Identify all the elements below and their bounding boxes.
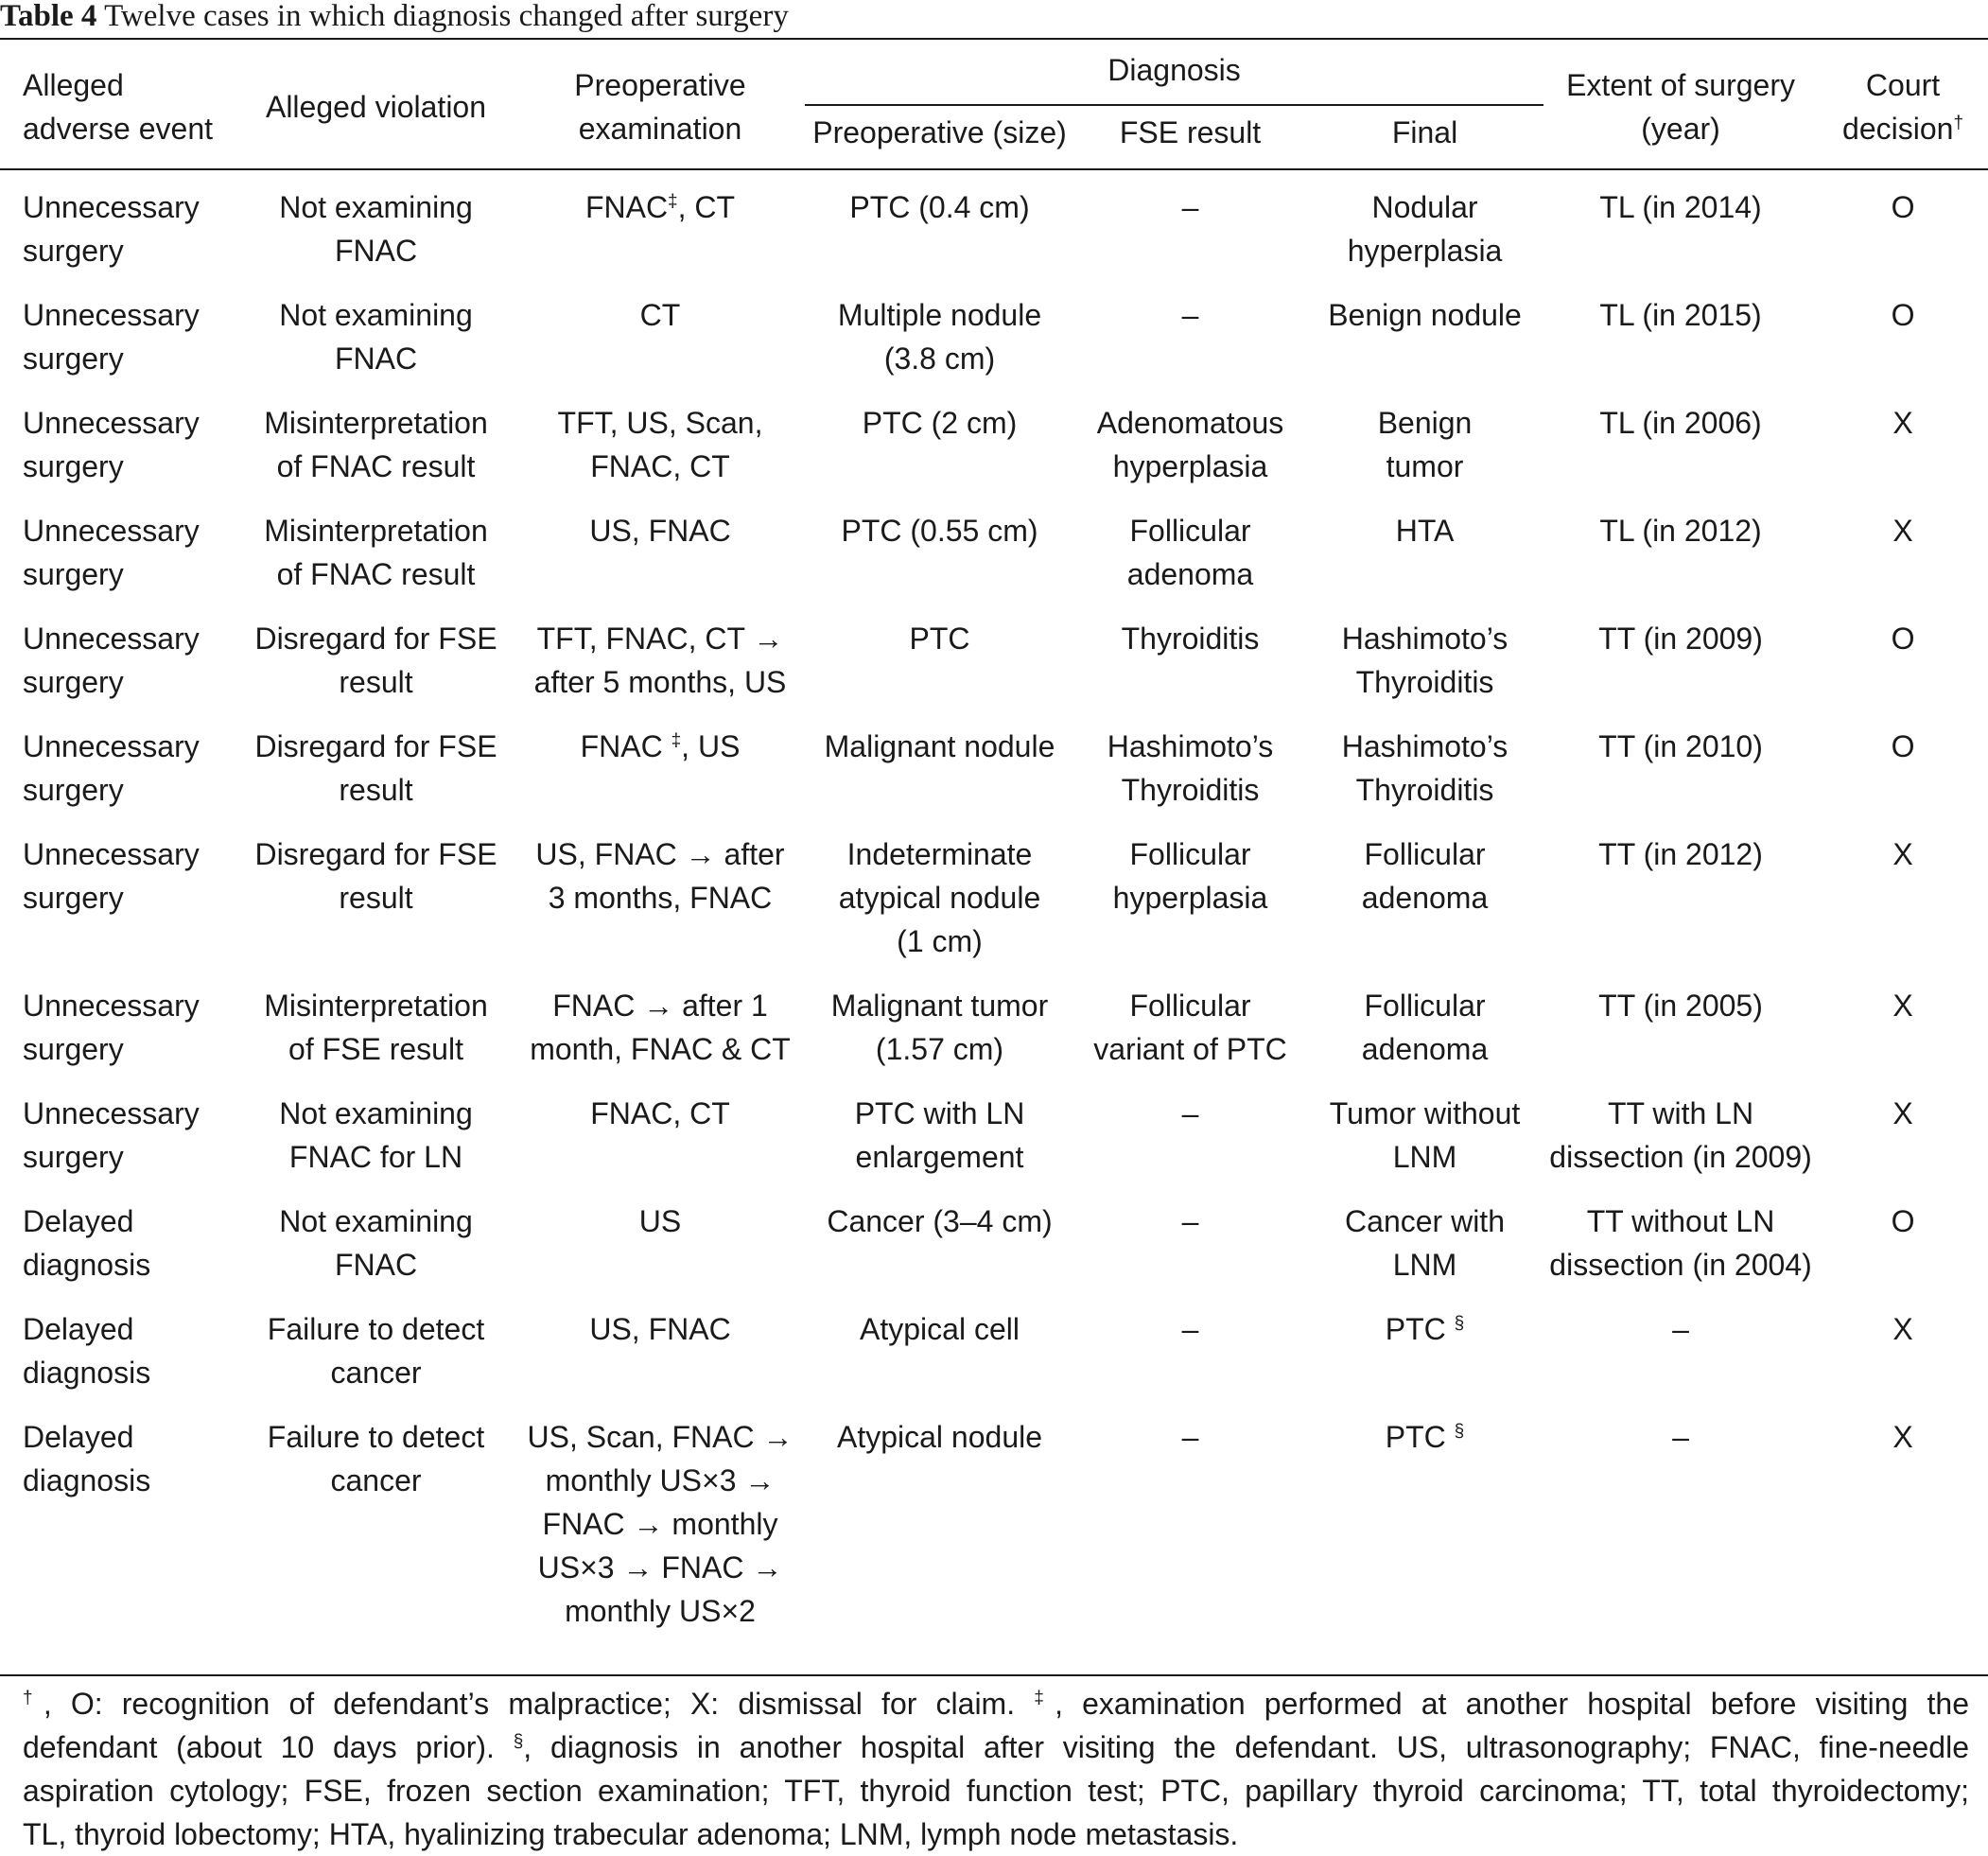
court-decision-cell: [1818, 185, 1988, 293]
cell-text: tumor: [1386, 449, 1464, 483]
court-decision-cell: [1818, 984, 1988, 1092]
cell-text: X: [1892, 514, 1913, 548]
cell-text: (3.8 cm): [883, 341, 996, 376]
fse-result-cell: [1074, 293, 1306, 401]
header-exam: Preoperative examination: [574, 68, 746, 146]
court-decision-cell: [1818, 1199, 1988, 1307]
cell-text: , CT: [677, 190, 736, 224]
fse-result-cell: [1074, 1307, 1306, 1415]
preop-diagnosis-cell: [805, 185, 1074, 293]
violation-cell: [236, 725, 515, 832]
cell-text: O: [1891, 190, 1915, 224]
violation-cell: [236, 185, 515, 293]
cell-text: TT without LN: [1586, 1204, 1775, 1238]
cell-text: O: [1891, 729, 1915, 763]
preop-diagnosis-cell: [805, 725, 1074, 832]
cell-text: Multiple nodule: [837, 298, 1042, 332]
cell-text: Hashimoto’s: [1341, 622, 1508, 656]
cell-text: variant of PTC: [1093, 1032, 1287, 1066]
cell-text: surgery: [23, 449, 124, 483]
cell-text: Thyroiditis: [1121, 773, 1260, 807]
cell-text: PTC (0.4 cm): [849, 190, 1030, 224]
violation-cell: [236, 984, 515, 1092]
cell-text: (1.57 cm): [875, 1032, 1004, 1066]
cell-text: monthly US×2: [565, 1594, 756, 1628]
table-row: [0, 509, 1988, 617]
header-violation: Alleged violation: [265, 90, 487, 124]
preop-diagnosis-cell: [805, 293, 1074, 401]
cell-text: Adenomatous: [1096, 406, 1284, 440]
extent-cell: [1543, 1199, 1818, 1307]
cell-text: Unnecessary: [23, 622, 200, 656]
cell-text: result: [339, 773, 413, 807]
extent-cell: [1543, 1307, 1818, 1415]
preop-diagnosis-cell: [805, 401, 1074, 509]
violation-cell: [236, 1199, 515, 1307]
fse-result-cell: [1074, 401, 1306, 509]
cell-text: surgery: [23, 1140, 124, 1174]
cell-text: Malignant nodule: [824, 729, 1055, 763]
preop-diagnosis-cell: [805, 1092, 1074, 1199]
exam-cell: [515, 401, 805, 509]
extent-cell: [1543, 1092, 1818, 1199]
cell-text: Unnecessary: [23, 1096, 200, 1130]
final-diagnosis-cell: [1306, 617, 1543, 725]
cell-text: Indeterminate: [846, 837, 1033, 871]
cell-text: dissection (in 2009): [1549, 1140, 1812, 1174]
cell-text: –: [1181, 1204, 1199, 1238]
cell-text: TFT, US, Scan,: [557, 406, 763, 440]
cell-text: PTC (2 cm): [862, 406, 1018, 440]
table-caption: [0, 0, 1988, 32]
cell-text: Nodular: [1371, 190, 1478, 224]
cell-text: –: [1181, 190, 1199, 224]
exam-cell: [515, 832, 805, 984]
final-diagnosis-cell: [1306, 1415, 1543, 1654]
cell-text: , US: [681, 729, 741, 763]
cell-text: O: [1891, 298, 1915, 332]
cell-text: (1 cm): [897, 924, 983, 958]
cell-text: of FNAC result: [276, 557, 476, 591]
table-title: Twelve cases in which diagnosis changed after surgery: [104, 0, 789, 33]
cell-text: –: [1181, 1420, 1199, 1454]
fse-result-cell: [1074, 185, 1306, 293]
fse-result-cell: [1074, 984, 1306, 1092]
cell-text: US×3 → FNAC →: [537, 1550, 783, 1585]
table-footnote: [23, 1682, 1969, 1856]
cell-text: Disregard for FSE: [254, 622, 497, 656]
cell-text: diagnosis: [23, 1463, 151, 1497]
cell-text: FNAC: [580, 729, 671, 763]
cell-text: FNAC: [584, 190, 669, 224]
footnote-line: [23, 1682, 1969, 1725]
cell-text: US, FNAC → after: [535, 837, 785, 871]
cell-text: Not examining: [279, 1096, 473, 1130]
cell-text: Unnecessary: [23, 989, 200, 1023]
cell-text: FNAC: [334, 234, 418, 268]
cell-text: month, FNAC & CT: [530, 1032, 791, 1066]
adverse-event-cell: [0, 984, 236, 1092]
cell-text: surgery: [23, 881, 124, 915]
fse-result-cell: [1074, 1199, 1306, 1307]
fse-result-cell: [1074, 509, 1306, 617]
header-fse-result: FSE result: [1119, 115, 1262, 150]
adverse-event-cell: [0, 832, 236, 984]
header-preop-size: Preoperative (size): [812, 115, 1067, 150]
cell-text: TL (in 2015): [1599, 298, 1762, 332]
cell-text: cancer: [330, 1463, 422, 1497]
cell-text: –: [1672, 1420, 1689, 1454]
cell-text: surgery: [23, 773, 124, 807]
preop-diagnosis-cell: [805, 984, 1074, 1092]
adverse-event-cell: [0, 293, 236, 401]
exam-cell: [515, 725, 805, 832]
cell-text: of FSE result: [288, 1032, 463, 1066]
extent-cell: [1543, 293, 1818, 401]
cell-text: TT (in 2009): [1598, 622, 1763, 656]
exam-cell: [515, 1307, 805, 1415]
cell-text: X: [1892, 406, 1913, 440]
fse-result-cell: [1074, 832, 1306, 984]
footnote-text: aspiration cytology; FSE, frozen section examination; TFT, thyroid function test; PTC, papillary thyroid carcinoma; TT, total thyroidectomy;: [23, 1774, 1969, 1808]
footnote-text: , diagnosis in another hospital after visiting the defendant. US, ultrasonography; FNAC, fine-needle: [523, 1730, 1970, 1764]
exam-cell: [515, 185, 805, 293]
cell-text: –: [1672, 1312, 1689, 1346]
cell-text: Misinterpretation: [264, 406, 488, 440]
adverse-event-cell: [0, 617, 236, 725]
cell-text: FNAC: [334, 1248, 418, 1282]
cell-text: Delayed: [23, 1204, 134, 1238]
cell-text: TT (in 2012): [1598, 837, 1763, 871]
table-row: [0, 1092, 1988, 1199]
final-diagnosis-cell: [1306, 1307, 1543, 1415]
cell-text: X: [1892, 1096, 1913, 1130]
cell-text: US, FNAC: [589, 1312, 731, 1346]
exam-cell: [515, 1092, 805, 1199]
adverse-event-cell: [0, 725, 236, 832]
cell-text: Unnecessary: [23, 190, 200, 224]
cell-text: Not examining: [279, 298, 473, 332]
cell-text: X: [1892, 1420, 1913, 1454]
cell-text: surgery: [23, 341, 124, 376]
court-decision-cell: [1818, 509, 1988, 617]
footnote-line: [23, 1812, 1969, 1856]
cell-text: CT: [639, 298, 681, 332]
cell-text: PTC: [1385, 1312, 1455, 1346]
court-decision-cell: [1818, 725, 1988, 832]
cell-text: Thyroiditis: [1121, 622, 1260, 656]
footnote-marker: §: [513, 1731, 524, 1752]
cell-text: Delayed: [23, 1420, 134, 1454]
cell-text: TT (in 2005): [1598, 989, 1763, 1023]
cell-text: Follicular: [1364, 989, 1486, 1023]
exam-cell: [515, 617, 805, 725]
final-diagnosis-cell: [1306, 1092, 1543, 1199]
table-row: [0, 725, 1988, 832]
cell-text: FNAC, CT: [590, 1096, 730, 1130]
table-row: [0, 401, 1988, 509]
cell-text: adenoma: [1361, 881, 1489, 915]
footnote-text: , examination performed at another hospital before visiting the: [1055, 1687, 1970, 1721]
violation-cell: [236, 401, 515, 509]
violation-cell: [236, 832, 515, 984]
cell-text: Not examining: [279, 1204, 473, 1238]
extent-cell: [1543, 401, 1818, 509]
cell-text: PTC (0.55 cm): [841, 514, 1038, 548]
cell-text: surgery: [23, 557, 124, 591]
cell-text: surgery: [23, 665, 124, 699]
cell-text: LNM: [1392, 1140, 1457, 1174]
cell-text: Cancer (3–4 cm): [827, 1204, 1053, 1238]
footnote-marker: §: [1454, 1421, 1465, 1442]
preop-diagnosis-cell: [805, 1307, 1074, 1415]
cell-text: PTC: [909, 622, 970, 656]
final-diagnosis-cell: [1306, 725, 1543, 832]
table-row: [0, 1307, 1988, 1415]
table-row: [0, 832, 1988, 984]
exam-cell: [515, 1415, 805, 1654]
footnote-line: [23, 1725, 1969, 1769]
table-row: [0, 1415, 1988, 1654]
cell-text: Thyroiditis: [1355, 773, 1494, 807]
adverse-event-cell: [0, 1415, 236, 1654]
cell-text: Benign: [1377, 406, 1473, 440]
court-decision-cell: [1818, 832, 1988, 984]
violation-cell: [236, 293, 515, 401]
cell-text: Delayed: [23, 1312, 134, 1346]
cell-text: Follicular: [1129, 514, 1251, 548]
cell-text: PTC with LN: [854, 1096, 1025, 1130]
cell-text: US: [638, 1204, 682, 1238]
table-row: [0, 617, 1988, 725]
cell-text: 3 months, FNAC: [548, 881, 773, 915]
cell-text: Failure to detect: [267, 1312, 485, 1346]
preop-diagnosis-cell: [805, 1199, 1074, 1307]
cell-text: US, FNAC: [589, 514, 731, 548]
violation-cell: [236, 1415, 515, 1654]
footnote-text: , O: recognition of defendant’s malpractice; X: dismissal for claim.: [43, 1687, 1035, 1721]
footnote-marker: §: [1454, 1313, 1465, 1334]
cell-text: Failure to detect: [267, 1420, 485, 1454]
final-diagnosis-cell: [1306, 1199, 1543, 1307]
fse-result-cell: [1074, 617, 1306, 725]
data-table: [0, 44, 1988, 1654]
cell-text: Unnecessary: [23, 729, 200, 763]
exam-cell: [515, 293, 805, 401]
bottom-rule: [0, 1674, 1988, 1676]
footnote-text: TL, thyroid lobectomy; HTA, hyalinizing trabecular adenoma; LNM, lymph node metastasis.: [23, 1817, 1239, 1851]
cell-text: LNM: [1392, 1248, 1457, 1282]
cell-text: TL (in 2006): [1599, 406, 1762, 440]
exam-cell: [515, 984, 805, 1092]
cell-text: Not examining: [279, 190, 473, 224]
cell-text: FNAC → monthly: [542, 1507, 778, 1541]
cell-text: result: [339, 665, 413, 699]
court-decision-cell: [1818, 293, 1988, 401]
cell-text: Cancer with: [1345, 1204, 1505, 1238]
violation-cell: [236, 1307, 515, 1415]
header-final: Final: [1391, 115, 1458, 150]
preop-diagnosis-cell: [805, 509, 1074, 617]
cell-text: after 5 months, US: [533, 665, 787, 699]
final-diagnosis-cell: [1306, 185, 1543, 293]
cell-text: Follicular: [1364, 837, 1486, 871]
violation-cell: [236, 617, 515, 725]
fse-result-cell: [1074, 725, 1306, 832]
exam-cell: [515, 509, 805, 617]
cell-text: Disregard for FSE: [254, 729, 497, 763]
court-decision-cell: [1818, 1092, 1988, 1199]
cell-text: X: [1892, 989, 1913, 1023]
cell-text: adenoma: [1126, 557, 1254, 591]
cell-text: O: [1891, 1204, 1915, 1238]
cell-text: Hashimoto’s: [1107, 729, 1274, 763]
final-diagnosis-cell: [1306, 984, 1543, 1092]
preop-diagnosis-cell: [805, 832, 1074, 984]
violation-cell: [236, 509, 515, 617]
footnote-text: defendant (about 10 days prior).: [23, 1730, 514, 1764]
final-diagnosis-cell: [1306, 401, 1543, 509]
cell-text: US, Scan, FNAC →: [527, 1420, 793, 1454]
final-diagnosis-cell: [1306, 509, 1543, 617]
extent-cell: [1543, 617, 1818, 725]
cell-text: result: [339, 881, 413, 915]
top-rule: [0, 38, 1988, 40]
cell-text: Misinterpretation: [264, 989, 488, 1023]
table-row: [0, 984, 1988, 1092]
adverse-event-cell: [0, 1307, 236, 1415]
cell-text: Follicular: [1129, 837, 1251, 871]
cell-text: Atypical nodule: [836, 1420, 1043, 1454]
preop-diagnosis-cell: [805, 617, 1074, 725]
preop-diagnosis-cell: [805, 1415, 1074, 1654]
footnote-marker: ‡: [668, 191, 678, 212]
cell-text: diagnosis: [23, 1248, 151, 1282]
table-label: Table 4: [0, 0, 97, 33]
cell-text: –: [1181, 1312, 1199, 1346]
footnote-marker: ‡: [671, 730, 682, 751]
adverse-event-cell: [0, 1199, 236, 1307]
court-decision-cell: [1818, 401, 1988, 509]
cell-text: FNAC, CT: [590, 449, 730, 483]
cell-text: hyperplasia: [1347, 234, 1503, 268]
cell-text: –: [1181, 1096, 1199, 1130]
cell-text: Misinterpretation: [264, 514, 488, 548]
cell-text: FNAC for LN: [288, 1140, 463, 1174]
adverse-event-cell: [0, 509, 236, 617]
footnote-marker: †: [23, 1688, 44, 1708]
cell-text: PTC: [1385, 1420, 1455, 1454]
exam-cell: [515, 1199, 805, 1307]
cell-text: surgery: [23, 234, 124, 268]
cell-text: Thyroiditis: [1355, 665, 1494, 699]
cell-text: X: [1892, 1312, 1913, 1346]
cell-text: dissection (in 2004): [1549, 1248, 1812, 1282]
table-row: [0, 293, 1988, 401]
cell-text: TL (in 2012): [1599, 514, 1762, 548]
cell-text: Unnecessary: [23, 837, 200, 871]
extent-cell: [1543, 725, 1818, 832]
cell-text: atypical nodule: [838, 881, 1041, 915]
cell-text: Benign nodule: [1328, 298, 1522, 332]
court-decision-cell: [1818, 617, 1988, 725]
table-row: [0, 1199, 1988, 1307]
cell-text: –: [1181, 298, 1199, 332]
court-decision-cell: [1818, 1307, 1988, 1415]
cell-text: enlargement: [855, 1140, 1024, 1174]
table-body: [0, 168, 1988, 1654]
cell-text: Atypical cell: [860, 1312, 1020, 1346]
cell-text: Unnecessary: [23, 514, 200, 548]
cell-text: Unnecessary: [23, 406, 200, 440]
adverse-event-cell: [0, 185, 236, 293]
fse-result-cell: [1074, 1092, 1306, 1199]
header-extent: Extent of surgery (year): [1566, 68, 1795, 146]
cell-text: Tumor without: [1329, 1096, 1521, 1130]
cell-text: TT with LN: [1607, 1096, 1754, 1130]
cell-text: O: [1891, 622, 1915, 656]
extent-cell: [1543, 185, 1818, 293]
adverse-event-cell: [0, 401, 236, 509]
cell-text: cancer: [330, 1356, 422, 1390]
cell-text: TT (in 2010): [1598, 729, 1763, 763]
cell-text: TFT, FNAC, CT →: [536, 622, 784, 656]
cell-text: adenoma: [1361, 1032, 1489, 1066]
fse-result-cell: [1074, 1415, 1306, 1654]
cell-text: diagnosis: [23, 1356, 151, 1390]
adverse-event-cell: [0, 1092, 236, 1199]
cell-text: X: [1892, 837, 1913, 871]
cell-text: surgery: [23, 1032, 124, 1066]
final-diagnosis-cell: [1306, 832, 1543, 984]
table-row: [0, 185, 1988, 293]
cell-text: FNAC: [334, 341, 418, 376]
cell-text: Follicular: [1129, 989, 1251, 1023]
cell-text: monthly US×3 →: [545, 1463, 776, 1497]
cell-text: Disregard for FSE: [254, 837, 497, 871]
cell-text: Unnecessary: [23, 298, 200, 332]
cell-text: Malignant tumor: [830, 989, 1049, 1023]
cell-text: Hashimoto’s: [1341, 729, 1508, 763]
header-adverse-event: Alleged adverse event: [23, 68, 214, 146]
cell-text: of FNAC result: [276, 449, 476, 483]
footnote-marker: ‡: [1034, 1688, 1055, 1708]
cell-text: HTA: [1395, 514, 1455, 548]
cell-text: hyperplasia: [1112, 449, 1268, 483]
extent-cell: [1543, 832, 1818, 984]
violation-cell: [236, 1092, 515, 1199]
header-court: Court decision†: [1842, 68, 1964, 146]
extent-cell: [1543, 509, 1818, 617]
extent-cell: [1543, 984, 1818, 1092]
cell-text: FNAC → after 1: [552, 989, 768, 1023]
extent-cell: [1543, 1415, 1818, 1654]
footnote-line: [23, 1769, 1969, 1812]
cell-text: hyperplasia: [1112, 881, 1268, 915]
final-diagnosis-cell: [1306, 293, 1543, 401]
cell-text: TL (in 2014): [1599, 190, 1762, 224]
court-decision-cell: [1818, 1415, 1988, 1654]
header-diagnosis: Diagnosis: [1107, 53, 1241, 88]
